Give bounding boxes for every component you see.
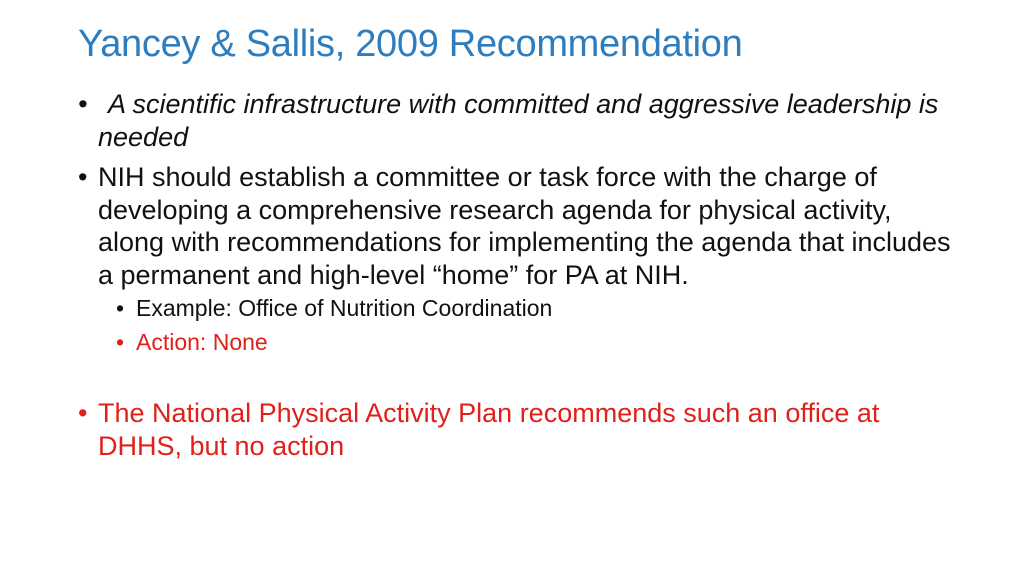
bullet-dot-icon: • xyxy=(78,162,88,192)
slide-body xyxy=(78,88,958,462)
bullet-item-national-plan xyxy=(78,397,958,462)
bullet-dot-icon: • xyxy=(116,295,125,321)
bullet-text: NIH should establish a committee or task force with the charge of developing a comprehensive research agenda for physical activity, along with recommendations for implementing the agenda that includes a permanent and high-level “home” for PA at NIH. xyxy=(98,162,951,290)
bullet-item-infrastructure xyxy=(78,88,958,153)
bullet-dot-icon: • xyxy=(78,89,88,119)
sub-bullet-text: Example: Office of Nutrition Coordination xyxy=(136,295,553,321)
slide-title: Yancey & Sallis, 2009 Recommendation xyxy=(78,23,743,65)
sub-bullet-action xyxy=(116,325,958,359)
bullet-item-nih-committee xyxy=(78,161,958,291)
bullet-dot-icon: • xyxy=(78,398,88,428)
sub-bullet-example xyxy=(116,291,958,325)
sub-bullet-text: Action: None xyxy=(136,329,268,355)
bullet-text: A scientific infrastructure with committed and aggressive leadership is needed xyxy=(98,89,939,152)
bullet-text: The National Physical Activity Plan recommends such an office at DHHS, but no action xyxy=(98,398,880,461)
bullet-dot-icon: • xyxy=(116,329,125,355)
